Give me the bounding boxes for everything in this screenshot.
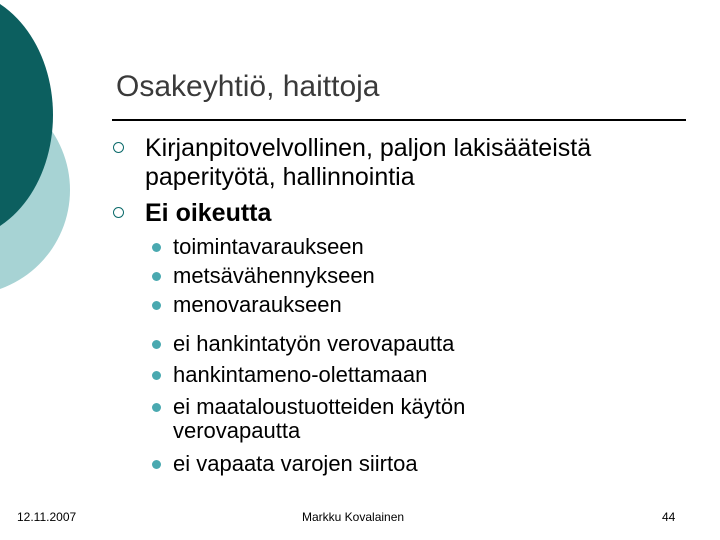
filled-dot-bullet-icon	[152, 340, 161, 349]
sub-bullet-text: ei hankintatyön verovapautta	[173, 331, 455, 356]
filled-dot-bullet-icon	[152, 243, 161, 252]
filled-dot-bullet-icon	[152, 301, 161, 310]
bullet-text: Ei oikeutta	[145, 199, 272, 227]
sub-bullet-item	[173, 332, 693, 356]
filled-dot-bullet-icon	[152, 460, 161, 469]
sub-bullet-item	[173, 363, 693, 387]
filled-dot-bullet-icon	[152, 403, 161, 412]
bullet-item	[145, 134, 705, 192]
sub-bullet-text: toimintavaraukseen	[173, 234, 364, 259]
hollow-circle-bullet-icon	[113, 207, 124, 218]
sub-bullet-item	[173, 293, 693, 317]
sub-bullet-text: ei maataloustuotteiden käytön verovapautta	[173, 394, 466, 443]
bullet-item	[145, 199, 705, 228]
sub-bullet-item	[173, 235, 693, 259]
title-underline	[112, 119, 686, 121]
page-number: 44	[662, 510, 676, 524]
sub-bullet-text: menovaraukseen	[173, 292, 342, 317]
sub-bullet-item	[173, 395, 573, 443]
sub-bullet-item	[173, 452, 693, 476]
sub-bullet-item	[173, 264, 693, 288]
decorative-circles	[0, 0, 110, 290]
footer-date: 12.11.2007	[17, 510, 77, 524]
filled-dot-bullet-icon	[152, 371, 161, 380]
sub-bullet-text: hankintameno-olettamaan	[173, 362, 428, 387]
sub-bullet-text: metsävähennykseen	[173, 263, 375, 288]
footer-author: Markku Kovalainen	[302, 510, 405, 524]
hollow-circle-bullet-icon	[113, 142, 124, 153]
filled-dot-bullet-icon	[152, 272, 161, 281]
slide-title: Osakeyhtiö, haittoja	[116, 70, 380, 103]
sub-bullet-text: ei vapaata varojen siirtoa	[173, 451, 418, 476]
bullet-text: Kirjanpitovelvollinen, paljon lakisääteistä paperityötä, hallinnointia	[145, 134, 592, 191]
